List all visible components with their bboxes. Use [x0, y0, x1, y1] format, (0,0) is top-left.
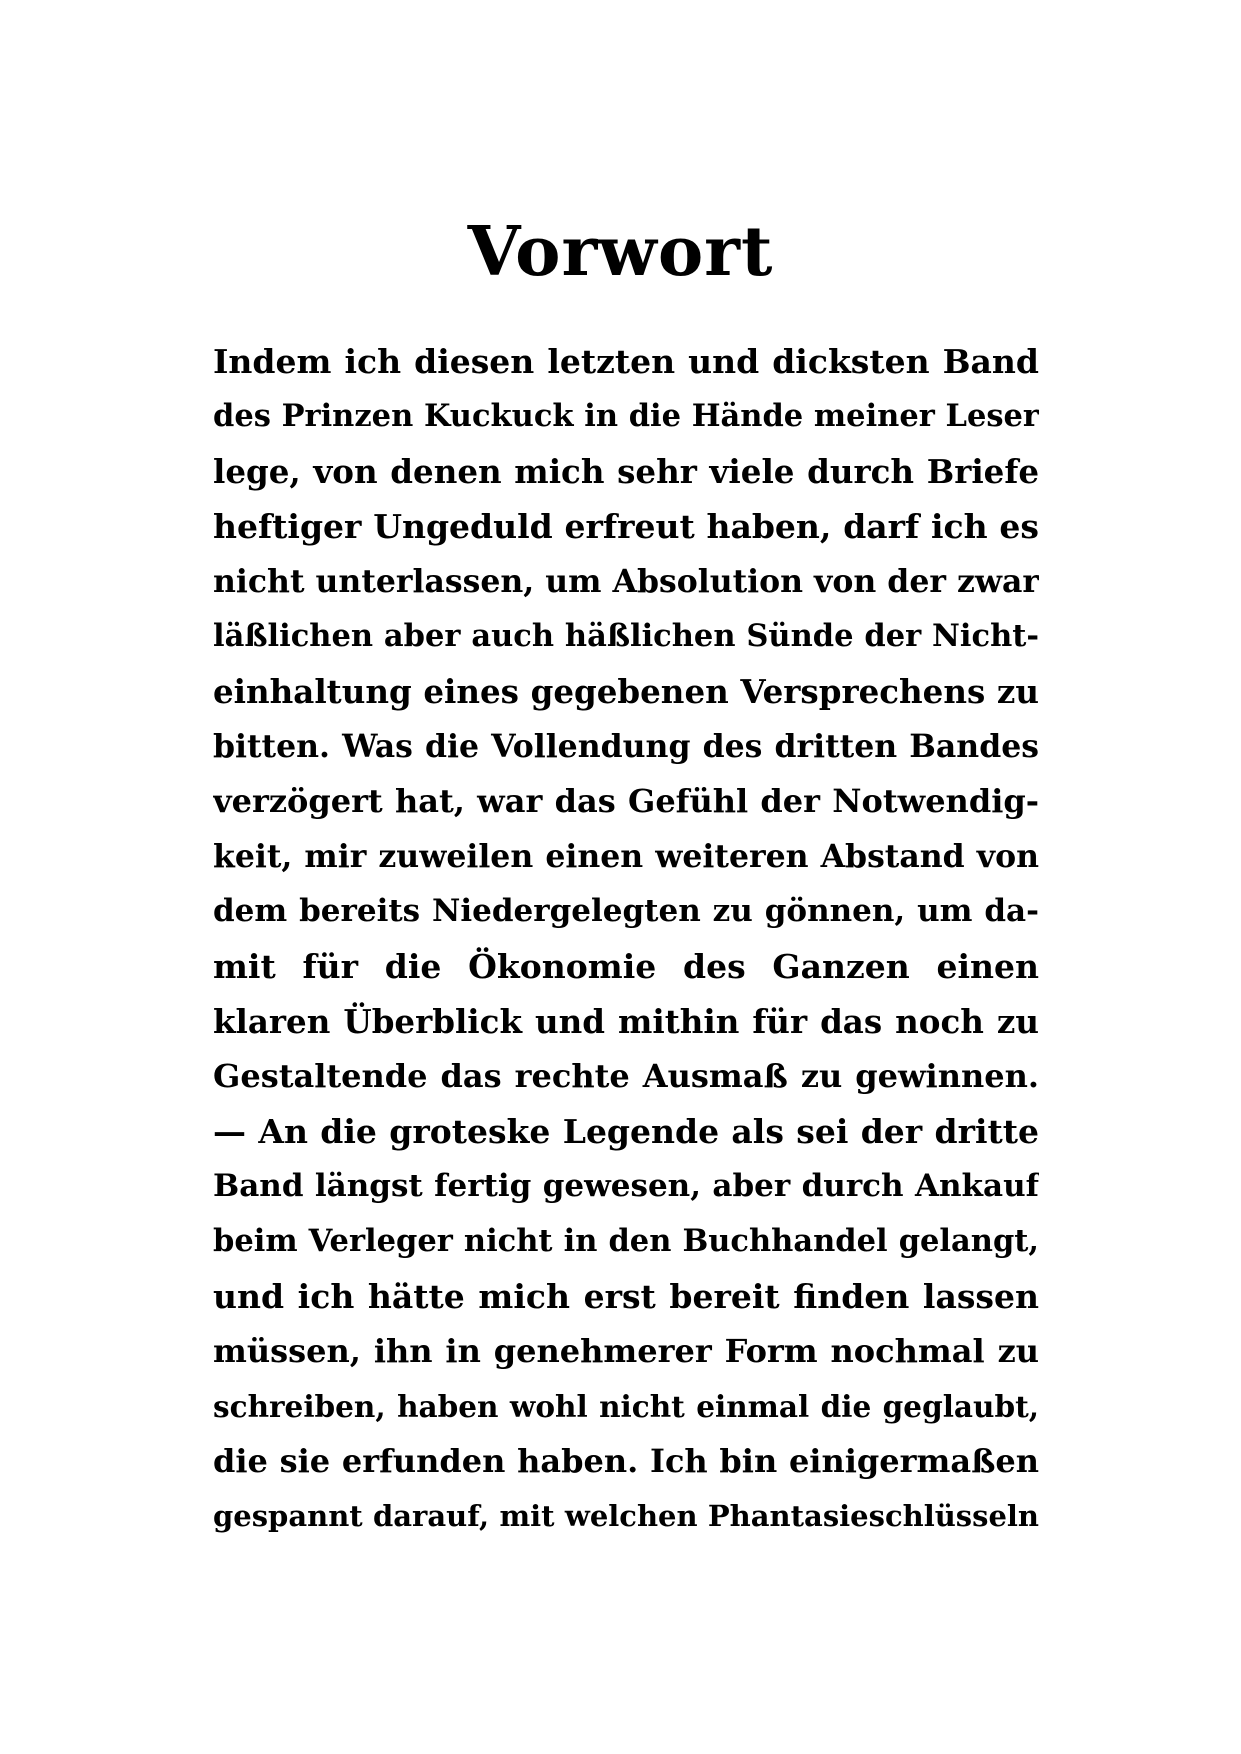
- text-line: schreiben, haben wohl nicht einmal die geglaubt,: [213, 1389, 1039, 1424]
- text-line: keit, mir zuweilen einen weiteren Abstand von: [213, 838, 1039, 875]
- text-line: Gestaltende das rechte Ausmaß zu gewinnen.: [213, 1057, 1039, 1095]
- text-line: — An die groteske Legende als sei der dritte: [213, 1112, 1039, 1151]
- text-line: mit für die Ökonomie des Ganzen einen: [213, 947, 1039, 986]
- text-line: klaren Überblick und mithin für das noch zu: [213, 1002, 1039, 1041]
- text-line: verzögert hat, war das Gefühl der Notwendig-: [213, 782, 1039, 820]
- text-line: Indem ich diesen letzten und dicksten Band: [213, 342, 1039, 381]
- text-line: einhaltung eines gegebenen Versprechens zu: [213, 672, 1039, 711]
- text-line: und ich hätte mich erst bereit finden lassen: [213, 1277, 1039, 1316]
- text-line: beim Verleger nicht in den Buchhandel gelangt,: [213, 1223, 1039, 1259]
- text-line: die sie erfunden haben. Ich bin einigermaßen: [213, 1442, 1039, 1480]
- text-line: gespannt darauf, mit welchen Phantasieschlüsseln: [213, 1499, 1039, 1533]
- text-line: läßlichen aber auch häßlichen Sünde der Nicht-: [213, 618, 1039, 654]
- preface-text: [213, 334, 1039, 1544]
- text-line: müssen, ihn in genehmerer Form nochmal zu: [213, 1332, 1039, 1370]
- text-line: Band längst fertig gewesen, aber durch Ankauf: [213, 1168, 1039, 1204]
- text-line: des Prinzen Kuckuck in die Hände meiner Leser: [213, 398, 1039, 434]
- text-line: heftiger Ungeduld erfreut haben, darf ich es: [213, 507, 1039, 546]
- text-line: nicht unterlassen, um Absolution von der zwar: [213, 563, 1039, 600]
- text-line: dem bereits Niedergelegten zu gönnen, um da-: [213, 893, 1039, 929]
- text-line: bitten. Was die Vollendung des dritten Bandes: [213, 728, 1039, 765]
- page-title: Vorwort: [467, 212, 774, 292]
- text-line: lege, von denen mich sehr viele durch Briefe: [213, 452, 1039, 491]
